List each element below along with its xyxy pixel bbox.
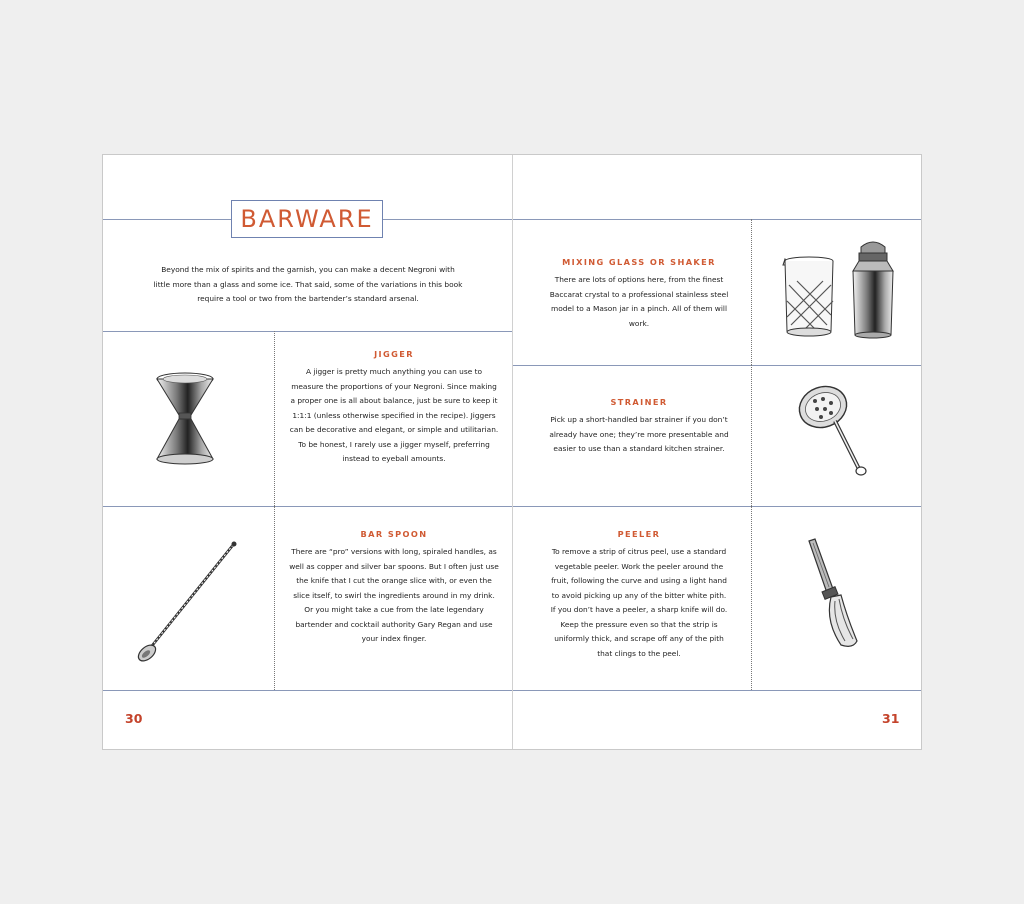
peeler-text: To remove a strip of citrus peel, use a standard vegetable peeler. Work the peeler around the fruit, following the curve and using a light hand to avoid picking up any of the bitter white pith. If you don’t have a peeler, a sharp knife will do. Keep the pressure even so that the strip is uniformly thick, and scrape off any of the pith that clings to the peel. <box>550 547 728 658</box>
mixing-glass-section <box>549 257 729 331</box>
jigger-icon <box>151 369 221 469</box>
bar-spoon-icon <box>129 537 249 667</box>
rule-left-mid <box>103 506 512 507</box>
peeler-section <box>549 529 729 661</box>
strainer-heading: STRAINER <box>610 397 668 407</box>
mixing-glass-text: There are lots of options here, from the finest Baccarat crystal to a professional stainless steel model to a Mason jar in a pinch. All of them will work. <box>549 275 729 328</box>
bar-spoon-text: There are “pro” versions with long, spiraled handles, as well as copper and silver bar spoons. But I often just use the knife that I cut the orange slice with, or even the slice itself, to swirl the ingredients around in my drink. Or you might take a cue from the late legendary bartender and cocktail authority Gary Regan and use your index finger. <box>289 547 499 643</box>
page-title: BARWARE <box>240 205 374 233</box>
rule-left-intro <box>103 331 512 332</box>
page-number-right: 31 <box>882 711 900 726</box>
jigger-heading: JIGGER <box>374 349 414 359</box>
book-spread <box>102 154 922 750</box>
page-number-left: 30 <box>125 711 143 726</box>
dotted-divider-right-3 <box>751 506 752 690</box>
rule-left-bottom <box>103 690 512 691</box>
dotted-divider-left-2 <box>274 506 275 690</box>
peeler-heading: PEELER <box>617 529 661 539</box>
strainer-icon <box>793 381 883 481</box>
title-box <box>231 200 383 238</box>
dotted-divider-left-1 <box>274 331 275 506</box>
rule-right-2 <box>513 506 922 507</box>
strainer-section <box>549 397 729 457</box>
rule-right-bottom <box>513 690 922 691</box>
bar-spoon-section <box>289 529 499 647</box>
page-gutter <box>512 155 513 750</box>
mixing-glass-and-shaker-icon <box>775 235 905 345</box>
rule-right-top <box>513 219 922 220</box>
dotted-divider-right-2 <box>751 365 752 506</box>
mixing-glass-heading: MIXING GLASS OR SHAKER <box>562 257 716 267</box>
intro-paragraph: Beyond the mix of spirits and the garnish, you can make a decent Negroni with little more than a glass and some ice. That said, some of the variations in this book require a tool or two from the bartender’s standard arsenal. <box>153 265 463 303</box>
peeler-icon <box>799 537 879 657</box>
dotted-divider-right-1 <box>751 219 752 365</box>
jigger-text: A jigger is pretty much anything you can use to measure the proportions of your Negroni. Since making a proper one is all about balance, just be sure to keep it 1:1:1 (unless otherwise specified in the recipe). Jiggers can be decorative and elegant, or simple and utilitarian. To be honest, I rarely use a jigger myself, preferring instead to eyeball amounts. <box>289 367 499 463</box>
bar-spoon-heading: BAR SPOON <box>360 529 428 539</box>
strainer-text: Pick up a short-handled bar strainer if you don’t already have one; they’re more presentable and easier to use than a standard kitchen strainer. <box>549 415 729 453</box>
jigger-section <box>289 349 499 467</box>
rule-right-1 <box>513 365 922 366</box>
